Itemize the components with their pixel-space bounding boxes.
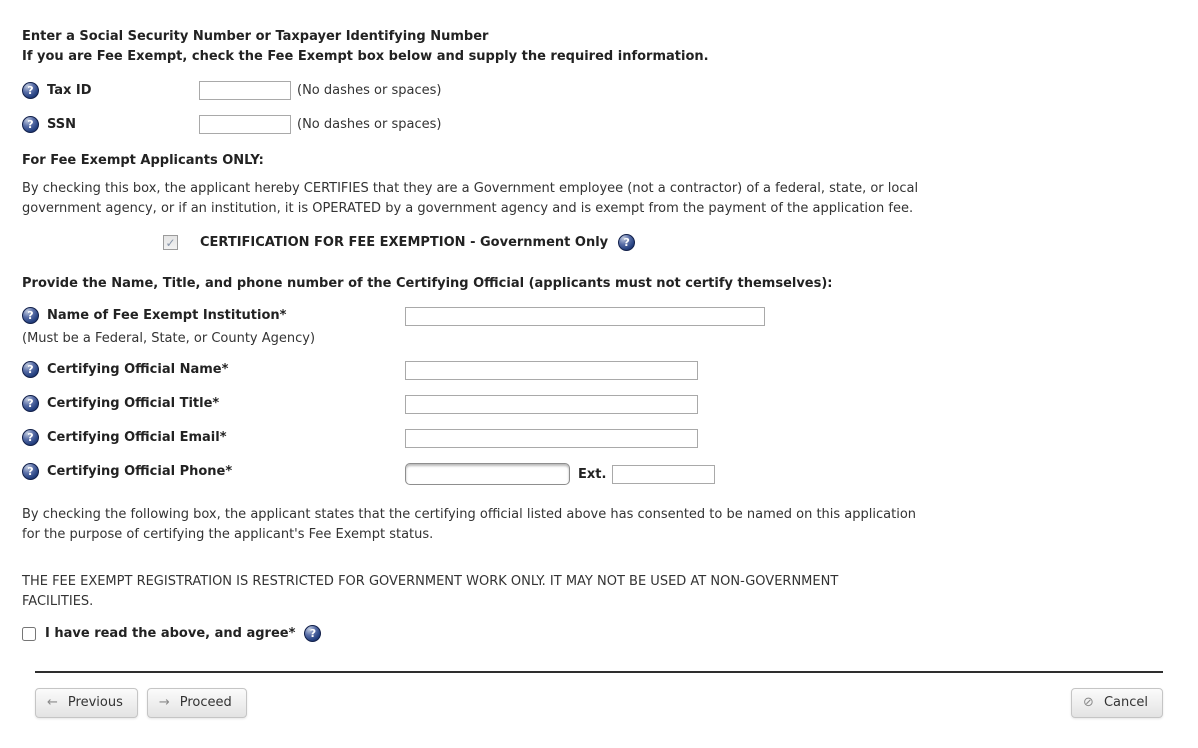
fee-exempt-description-line2: government agency, or if an institution, it is OPERATED by a government agency and is exempt from the payment of the application fee. bbox=[22, 201, 914, 216]
fee-exempt-description bbox=[22, 179, 1176, 219]
official-email-row bbox=[22, 429, 1176, 448]
previous-button-label: Previous bbox=[67, 695, 123, 710]
official-name-label: Certifying Official Name* bbox=[47, 362, 229, 377]
certification-checkbox: ✓ bbox=[163, 235, 178, 250]
official-title-label: Certifying Official Title* bbox=[47, 396, 220, 411]
fee-exempt-description-line1: By checking this box, the applicant hereby CERTIFIES that they are a Government employee (not a contractor) of a federal, state, or local bbox=[22, 181, 919, 196]
proceed-button-label: Proceed bbox=[179, 695, 232, 710]
ssn-label: SSN bbox=[47, 117, 77, 132]
official-phone-input[interactable] bbox=[405, 463, 570, 485]
official-email-label: Certifying Official Email* bbox=[47, 430, 227, 445]
official-email-label-col bbox=[22, 429, 405, 446]
agree-row bbox=[22, 625, 1176, 642]
official-title-label-col bbox=[22, 395, 405, 412]
official-email-help-icon[interactable]: ? bbox=[22, 429, 39, 446]
ssn-hint: (No dashes or spaces) bbox=[297, 117, 442, 132]
institution-label-col bbox=[22, 307, 405, 346]
ssn-row bbox=[22, 115, 1176, 134]
official-phone-help-icon[interactable]: ? bbox=[22, 463, 39, 480]
certification-label: CERTIFICATION FOR FEE EXEMPTION - Government Only bbox=[200, 235, 609, 250]
agree-help-icon[interactable]: ? bbox=[304, 625, 321, 642]
page-heading-line2: If you are Fee Exempt, check the Fee Exempt box below and supply the required information. bbox=[22, 49, 709, 64]
restriction-text-line2: FACILITIES. bbox=[22, 594, 94, 609]
official-title-input[interactable] bbox=[405, 395, 698, 414]
institution-input[interactable] bbox=[405, 307, 765, 326]
tax-id-label: Tax ID bbox=[47, 83, 92, 98]
tax-id-row bbox=[22, 81, 1176, 100]
phone-ext-input[interactable] bbox=[612, 465, 715, 484]
tax-id-help-icon[interactable]: ? bbox=[22, 82, 39, 99]
official-name-help-icon[interactable]: ? bbox=[22, 361, 39, 378]
nav-button-group bbox=[35, 688, 247, 718]
official-title-row bbox=[22, 395, 1176, 414]
divider bbox=[35, 671, 1163, 673]
official-name-row bbox=[22, 361, 1176, 380]
institution-sublabel: (Must be a Federal, State, or County Agency) bbox=[22, 331, 316, 346]
consent-text-line2: for the purpose of certifying the applicant's Fee Exempt status. bbox=[22, 527, 434, 542]
page-heading-line1: Enter a Social Security Number or Taxpayer Identifying Number bbox=[22, 29, 489, 44]
tax-id-input[interactable] bbox=[199, 81, 291, 100]
ssn-input[interactable] bbox=[199, 115, 291, 134]
restriction-text bbox=[22, 572, 1176, 612]
certifying-official-heading: Provide the Name, Title, and phone number of the Certifying Official (applicants must not certify themselves): bbox=[22, 276, 833, 291]
cancel-button[interactable] bbox=[1071, 688, 1163, 718]
restriction-text-line1: THE FEE EXEMPT REGISTRATION IS RESTRICTED FOR GOVERNMENT WORK ONLY. IT MAY NOT BE USED AT NON-GOVERNMENT bbox=[22, 574, 839, 589]
institution-row bbox=[22, 307, 1176, 346]
cancel-button-label: Cancel bbox=[1103, 695, 1148, 710]
agree-label: I have read the above, and agree* bbox=[45, 626, 296, 641]
official-email-input[interactable] bbox=[405, 429, 698, 448]
ssn-label-col bbox=[22, 116, 199, 133]
phone-ext-label: Ext. bbox=[578, 467, 607, 482]
agree-checkbox[interactable] bbox=[22, 627, 36, 641]
tax-id-label-col bbox=[22, 82, 199, 99]
institution-label: Name of Fee Exempt Institution* bbox=[47, 308, 287, 323]
proceed-button[interactable] bbox=[147, 688, 247, 718]
tax-id-hint: (No dashes or spaces) bbox=[297, 83, 442, 98]
official-name-input[interactable] bbox=[405, 361, 698, 380]
proceed-arrow-icon: → bbox=[158, 695, 170, 710]
cancel-icon: ⊘ bbox=[1083, 695, 1094, 710]
official-phone-row bbox=[22, 463, 1176, 485]
previous-button[interactable] bbox=[35, 688, 138, 718]
official-phone-label: Certifying Official Phone* bbox=[47, 464, 233, 479]
certification-row bbox=[163, 234, 1176, 251]
official-title-help-icon[interactable]: ? bbox=[22, 395, 39, 412]
intro-block bbox=[22, 27, 1176, 67]
official-phone-label-col bbox=[22, 463, 405, 480]
certification-help-icon[interactable]: ? bbox=[618, 234, 635, 251]
consent-text bbox=[22, 505, 1176, 545]
official-name-label-col bbox=[22, 361, 405, 378]
ssn-help-icon[interactable]: ? bbox=[22, 116, 39, 133]
institution-help-icon[interactable]: ? bbox=[22, 307, 39, 324]
consent-text-line1: By checking the following box, the applicant states that the certifying official listed above has consented to be named on this application bbox=[22, 507, 917, 522]
button-bar bbox=[35, 688, 1163, 718]
previous-arrow-icon: ← bbox=[47, 695, 58, 710]
fee-exempt-heading: For Fee Exempt Applicants ONLY: bbox=[22, 153, 264, 168]
